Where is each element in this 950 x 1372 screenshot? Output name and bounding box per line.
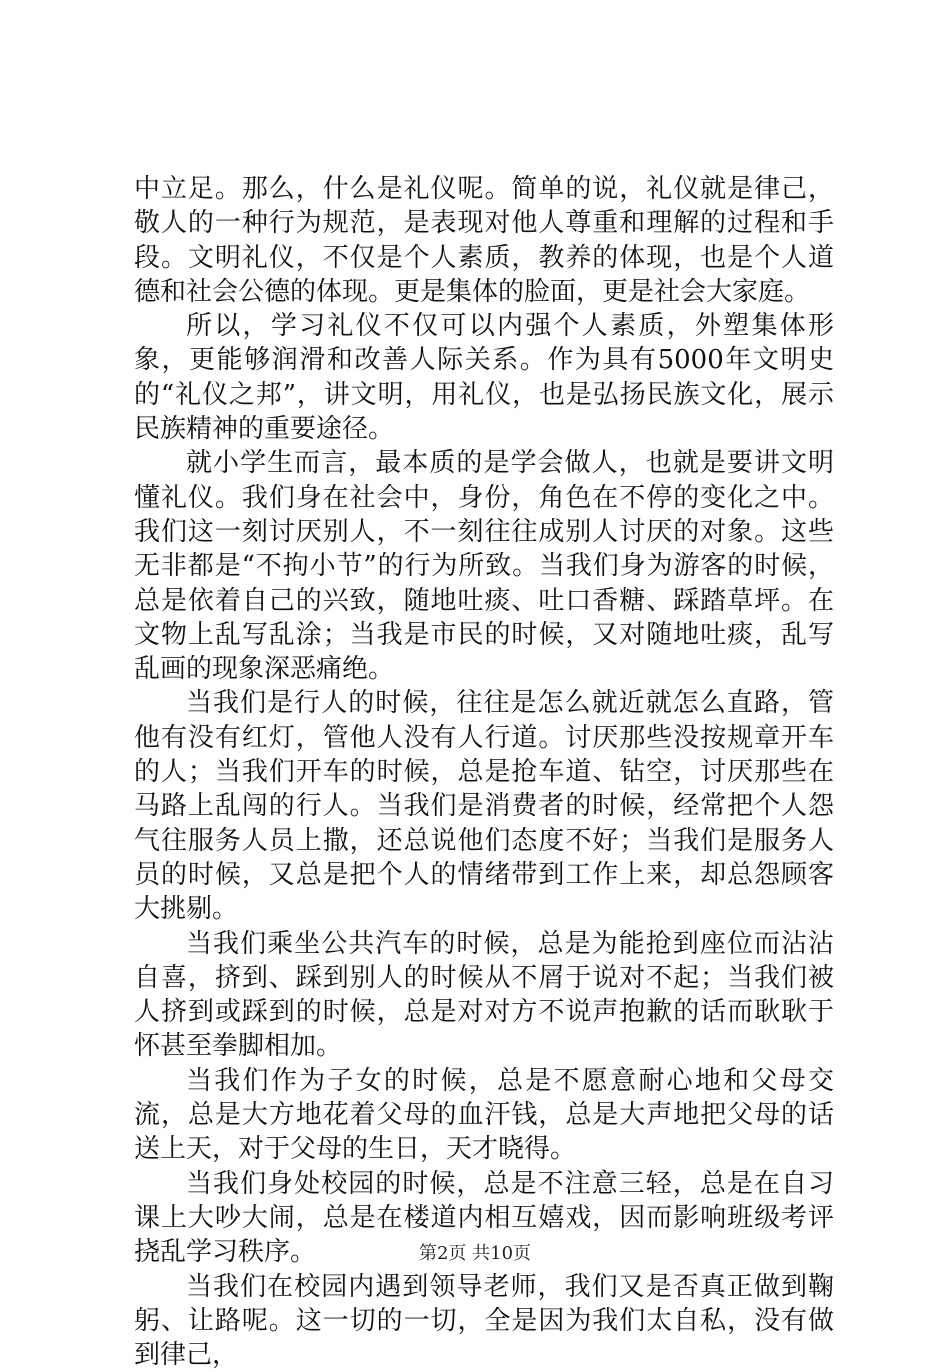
paragraph: 就小学生而言，最本质的是学会做人，也就是要讲文明懂礼仪。我们身在社会中，身份，角色在不停的变化之中。我们这一刻讨厌别人，不一刻往往成别人讨厌的对象。这些无非都是“不拘小节”的行为所致。当我们身为游客的时候，总是依着自己的兴致，随地吐痰、吐口香糖、踩踏草坪。在文物上乱写乱涂；当我是市民的时候，又对随地吐痰，乱写乱画的现象深恶痛绝。 [134, 446, 834, 686]
paragraph: 当我们是行人的时候，往往是怎么就近就怎么直路，管他有没有红灯，管他人没有人行道。讨厌那些没按规章开车的人；当我们开车的时候，总是抢车道、钻空，讨厌那些在马路上乱闯的行人。当我们是消费者的时候，经常把个人怨气往服务人员上撒，还总说他们态度不好；当我们是服务人员的时候，又总是把个人的情绪带到工作上来，却总怨顾客大挑剔。 [134, 686, 834, 926]
paragraph: 当我们乘坐公共汽车的时候，总是为能抢到座位而沾沾自喜，挤到、踩到别人的时候从不屑于说对不起；当我们被人挤到或踩到的时候，总是对对方不说声抱歉的话而耿耿于怀甚至拳脚相加。 [134, 927, 834, 1064]
paragraph: 当我们作为子女的时候，总是不愿意耐心地和父母交流，总是大方地花着父母的血汗钱，总是大声地把父母的话送上天，对于父母的生日，天才晓得。 [134, 1064, 834, 1167]
document-body [134, 172, 834, 1372]
paragraph: 所以，学习礼仪不仅可以内强个人素质，外塑集体形象，更能够润滑和改善人际关系。作为具有5000年文明史的“礼仪之邦”，讲文明，用礼仪，也是弘扬民族文化，展示民族精神的重要途径。 [134, 309, 834, 446]
paragraph: 当我们在校园内遇到领导老师，我们又是否真正做到鞠躬、让路呢。这一切的一切，全是因为我们太自私，没有做到律己， [134, 1270, 834, 1372]
page-number-footer: 第2页 共10页 [0, 1242, 950, 1266]
paragraph: 当我们身处校园的时候，总是不注意三轻，总是在自习课上大吵大闹，总是在楼道内相互嬉戏，因而影响班级考评挠乱学习秩序。 [134, 1167, 834, 1270]
paragraph: 中立足。那么，什么是礼仪呢。简单的说，礼仪就是律己，敬人的一种行为规范，是表现对他人尊重和理解的过程和手段。文明礼仪，不仅是个人素质，教养的体现，也是个人道德和社会公德的体现。更是集体的脸面，更是社会大家庭。 [134, 172, 834, 309]
